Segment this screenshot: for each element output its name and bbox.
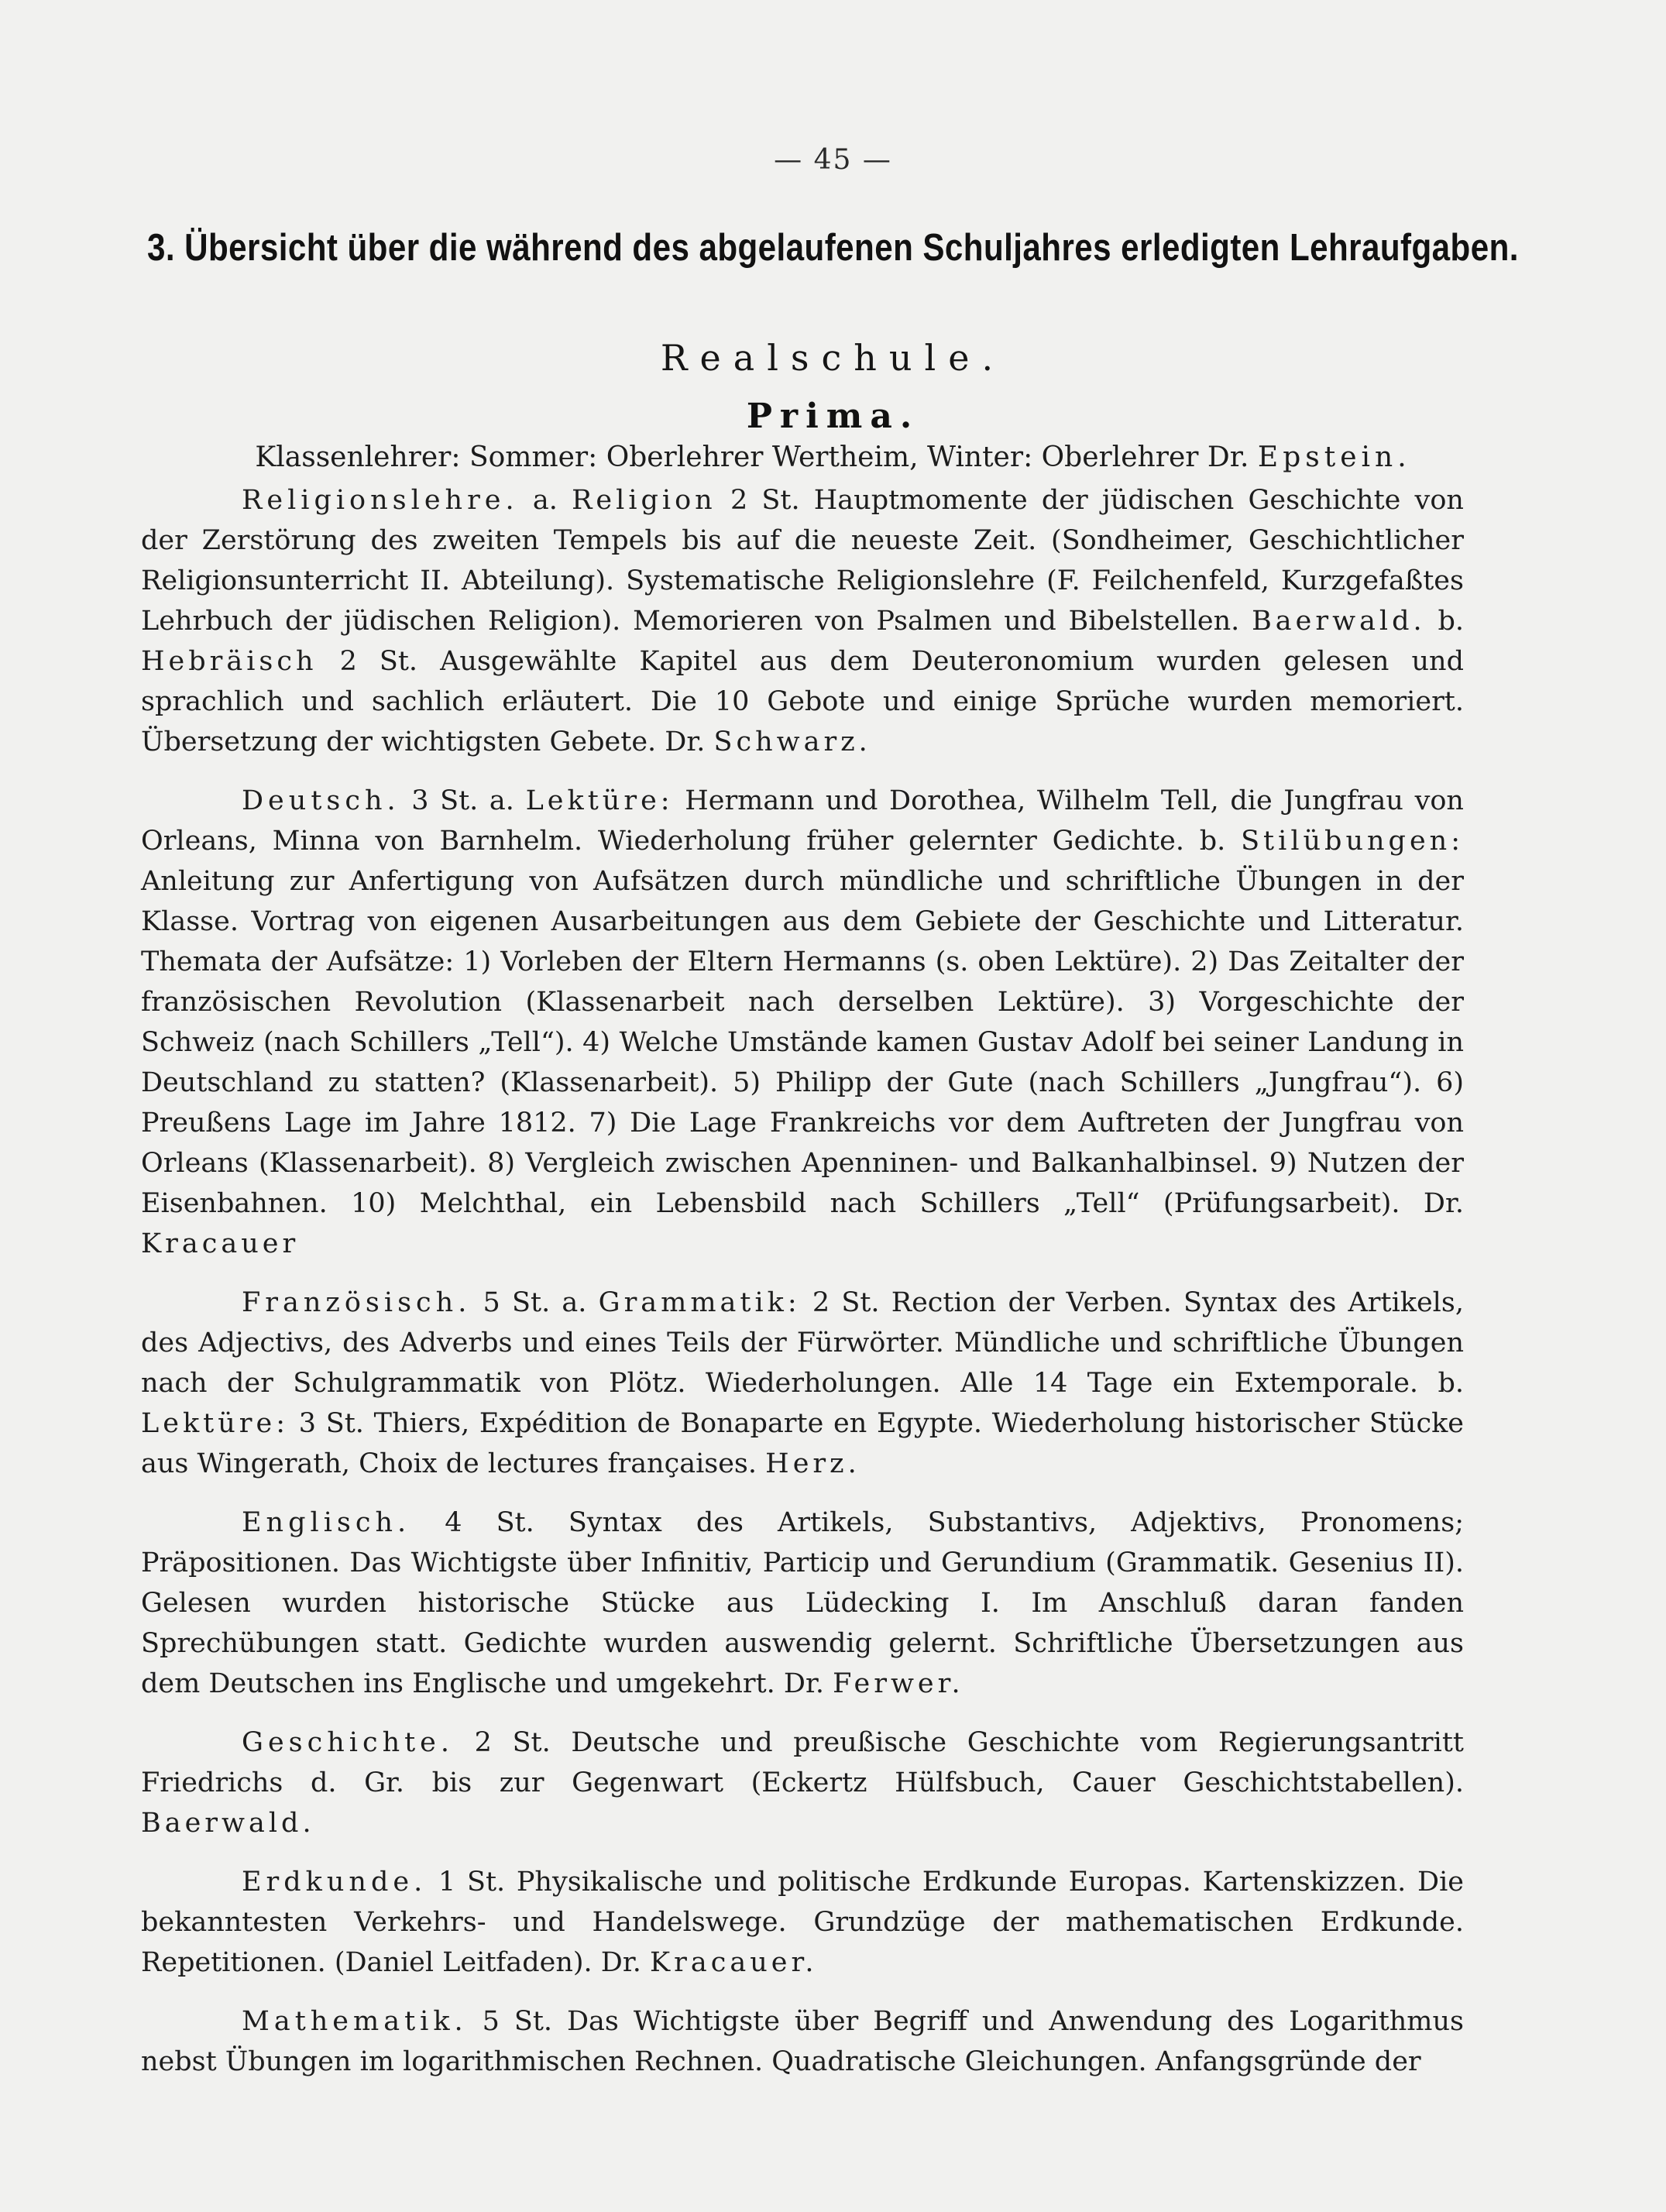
subsection-label: Lektüre: bbox=[525, 785, 674, 816]
subject-label: Deutsch. bbox=[242, 785, 400, 816]
winter-teacher-title: Oberlehrer Dr. bbox=[1041, 441, 1249, 473]
subject-franzoesisch bbox=[141, 1283, 1464, 1484]
teacher-name: Baerwald. bbox=[1252, 606, 1426, 637]
subject-label: Mathematik. bbox=[242, 2006, 468, 2037]
winter-label: Winter: bbox=[927, 441, 1033, 473]
subject-geschichte bbox=[141, 1723, 1464, 1843]
subsection-label: Stilübungen: bbox=[1241, 826, 1464, 857]
subjects-body bbox=[141, 480, 1464, 2100]
page-number: — 45 — bbox=[774, 144, 892, 176]
winter-teacher-name: Epstein. bbox=[1257, 441, 1411, 473]
subject-text: 4 St. Syntax des Artikels, Substantivs, Adjektivs, Pronomens; Präpositionen. Das Wichtigste über Infinitiv, Particip und Gerundium (Grammatik. Gesenius II). Gelesen wurden historische Stücke aus Lüdecking I. Im Anschluß daran fanden Sprechübungen statt. Gedichte wurden auswendig gelernt. Schriftliche Übersetzungen aus dem Deutschen ins Englische und umgekehrt. Dr. bbox=[141, 1507, 1464, 1699]
class-teachers-label: Klassenlehrer: bbox=[255, 441, 461, 473]
subject-text: 5 St. Das Wichtigste über Begriff und Anwendung des Logarithmus nebst Übungen im logarithmischen Rechnen. Quadratische Gleichungen. Anfangsgründe der bbox=[141, 2006, 1464, 2077]
subject-text: 2 St. Deutsche und preußische Geschichte vom Regierungsantritt Friedrichs d. Gr. bis zur Gegenwart (Eckertz Hülfsbuch, Cauer Geschichtstabellen). bbox=[141, 1727, 1464, 1798]
school-type-heading: Realschule. bbox=[660, 337, 1006, 379]
subject-text: 1 St. Physikalische und politische Erdkunde Europas. Kartenskizzen. Die bekanntesten Verkehrs- und Handelswege. Grundzüge der mathematischen Erdkunde. Repetitionen. (Daniel Leitfaden). Dr. bbox=[141, 1867, 1464, 1978]
subject-text: Hermann und Dorothea, Wilhelm Tell, die Jungfrau von Orleans, Minna von Barnhelm. Wiederholung früher gelernter Gedichte. b. bbox=[141, 785, 1464, 857]
subject-label: Erdkunde. bbox=[242, 1867, 428, 1898]
subject-deutsch bbox=[141, 781, 1464, 1264]
subject-label: Französisch. bbox=[242, 1287, 472, 1318]
teacher-name: Herz. bbox=[765, 1448, 860, 1479]
subject-erdkunde bbox=[141, 1862, 1464, 1983]
summer-label: Sommer: bbox=[469, 441, 598, 473]
subject-mathematik bbox=[141, 2001, 1464, 2082]
part-intro: a. bbox=[532, 485, 558, 516]
class-teachers-line bbox=[0, 441, 1666, 473]
summer-teacher: Oberlehrer Wertheim, bbox=[606, 441, 919, 473]
teacher-name: Baerwald. bbox=[141, 1808, 315, 1839]
teacher-name: Kracauer bbox=[141, 1228, 300, 1259]
subsection-label: Religion bbox=[572, 485, 716, 516]
subject-hours: 5 St. a. bbox=[483, 1287, 587, 1318]
teacher-name: Kracauer. bbox=[649, 1947, 818, 1978]
subject-text: Anleitung zur Anfertigung von Aufsätzen durch mündliche und schriftliche Übungen in der Klasse. Vortrag von eigenen Ausarbeitungen aus dem Gebiete der Geschichte und Litteratur. Thematа der Aufsätze: 1) Vorleben der Eltern Hermanns (s. oben Lektüre). 2) Das Zeitalter der französischen Revolution (Klassenarbeit nach derselben Lektüre). 3) Vorgeschichte der Schweiz (nach Schillers „Tell“). 4) Welche Umstände kamen Gustav Adolf bei seiner Landung in Deutschland zu statten? (Klassenarbeit). 5) Philipp der Gute (nach Schillers „Jungfrau“). 6) Preußens Lage im Jahre 1812. 7) Die Lage Frankreichs vor dem Auftreten der Jungfrau von Orleans (Klassenarbeit). 8) Vergleich zwischen Apenninen- und Balkanhalbinsel. 9) Nutzen der Eisenbahnen. 10) Melchthal, ein Lebensbild nach Schillers „Tell“ (Prüfungsarbeit). Dr. bbox=[141, 866, 1464, 1219]
subject-text: 2 St. Ausgewählte Kapitel aus dem Deuteronomium wurden gelesen und sprachlich und sachlich erläutert. Die 10 Gebote und einige Sprüche wurden memoriert. Übersetzung der wichtigsten Gebete. Dr. bbox=[141, 646, 1464, 757]
subject-englisch bbox=[141, 1503, 1464, 1704]
subsection-label: Hebräisch bbox=[141, 646, 318, 677]
subject-label: Geschichte. bbox=[242, 1727, 455, 1758]
section-heading: 3. Übersicht über die während des abgelaufenen Schuljahres erledigten Lehraufgaben. bbox=[147, 227, 1519, 269]
subject-label: Englisch. bbox=[242, 1507, 411, 1538]
teacher-name: Schwarz. bbox=[713, 726, 871, 757]
subject-text: 2 St. Rection der Verben. Syntax des Artikels, des Adjectivs, des Adverbs und eines Teils der Fürwörter. Mündliche und schriftliche Übungen nach der Schulgrammatik von Plötz. Wiederholungen. Alle 14 Tage ein Extemporale. b. bbox=[141, 1287, 1464, 1399]
subject-religion bbox=[141, 480, 1464, 762]
subsection-label: Grammatik: bbox=[598, 1287, 801, 1318]
class-title: Prima. bbox=[746, 397, 920, 436]
subject-text: 2 St. Hauptmomente der jüdischen Geschichte von der Zerstörung des zweiten Tempels bis auf die neueste Zeit. (Sondheimer, Geschichtlicher Religionsunterricht II. Abteilung). Systematische Religionslehre (F. Feilchenfeld, Kurzgefaßtes Lehrbuch der jüdischen Religion). Memorieren von Psalmen und Bibelstellen. bbox=[141, 485, 1464, 637]
teacher-name: Ferwer. bbox=[833, 1668, 964, 1699]
subject-text: 3 St. Thiers, Expédition de Bonaparte en Egypte. Wiederholung historischer Stücke aus Wingerath, Choix de lectures françaises. bbox=[141, 1408, 1464, 1479]
subject-label: Religionslehre. bbox=[242, 485, 519, 516]
subsection-label: Lektüre: bbox=[141, 1408, 290, 1439]
part-intro: b. bbox=[1438, 606, 1464, 637]
subject-hours: 3 St. a. bbox=[411, 785, 514, 816]
